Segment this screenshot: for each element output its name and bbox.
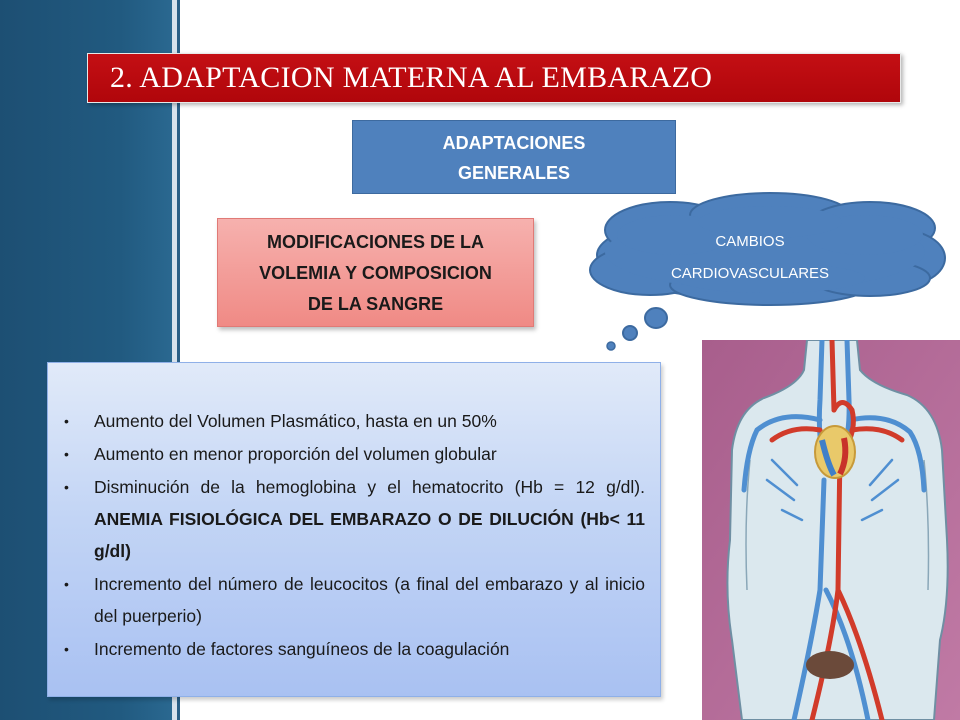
bullet-text: Incremento de factores sanguíneos de la coagulación [94,639,510,659]
bullet-dot: • [64,641,69,657]
bullet-bold-text: ANEMIA FISIOLÓGICA DEL EMBARAZO O DE DILUCIÓN (Hb< 11 g/dl) [94,509,645,561]
box-volemia-line1: MODIFICACIONES DE LA [266,232,484,252]
bullet-dot: • [64,413,69,429]
thought-bubble-large [645,308,667,328]
bullet-dot: • [64,446,69,462]
bullet-item [64,405,645,437]
bullet-text: Aumento del Volumen Plasmático, hasta en un 50% [94,411,497,431]
bullet-item [64,471,645,567]
title-bar [87,53,901,103]
bullet-item [64,568,645,632]
box-general-line1: ADAPTACIONES [442,133,586,153]
bullet-list-box [47,362,661,697]
volemia-box [217,218,534,327]
bullet-text: Incremento del número de leucocitos (a final del embarazo y al inicio del puerperio) [94,574,645,626]
bullet-dot: • [64,479,69,495]
artery [832,340,834,410]
cloud-line2: CARDIOVASCULARES [670,265,830,282]
bullet-item [64,633,645,665]
slide-title: 2. ADAPTACION MATERNA AL EMBARAZO [110,61,713,94]
circulatory-system-illustration [702,340,960,720]
box-volemia-line3: DE LA SANGRE [307,294,444,314]
cloud-text [620,226,880,290]
box-volemia-line2: VOLEMIA Y COMPOSICION [259,263,492,283]
circulatory-svg [702,340,960,720]
box-general-line2: GENERALES [457,163,571,183]
thought-bubble-medium [623,326,637,340]
bullet-list [64,405,645,665]
bullet-text: Disminución de la hemoglobina y el hematocrito (Hb = 12 g/dl). [94,477,645,497]
bullet-dot: • [64,576,69,592]
thought-bubble-small [607,342,615,350]
bullet-text: Aumento en menor proporción del volumen globular [94,444,497,464]
bullet-item [64,438,645,470]
heart [815,426,855,478]
cloud-line1: CAMBIOS [715,233,785,250]
pubic-area [806,651,854,679]
adaptaciones-generales-box [352,120,676,194]
